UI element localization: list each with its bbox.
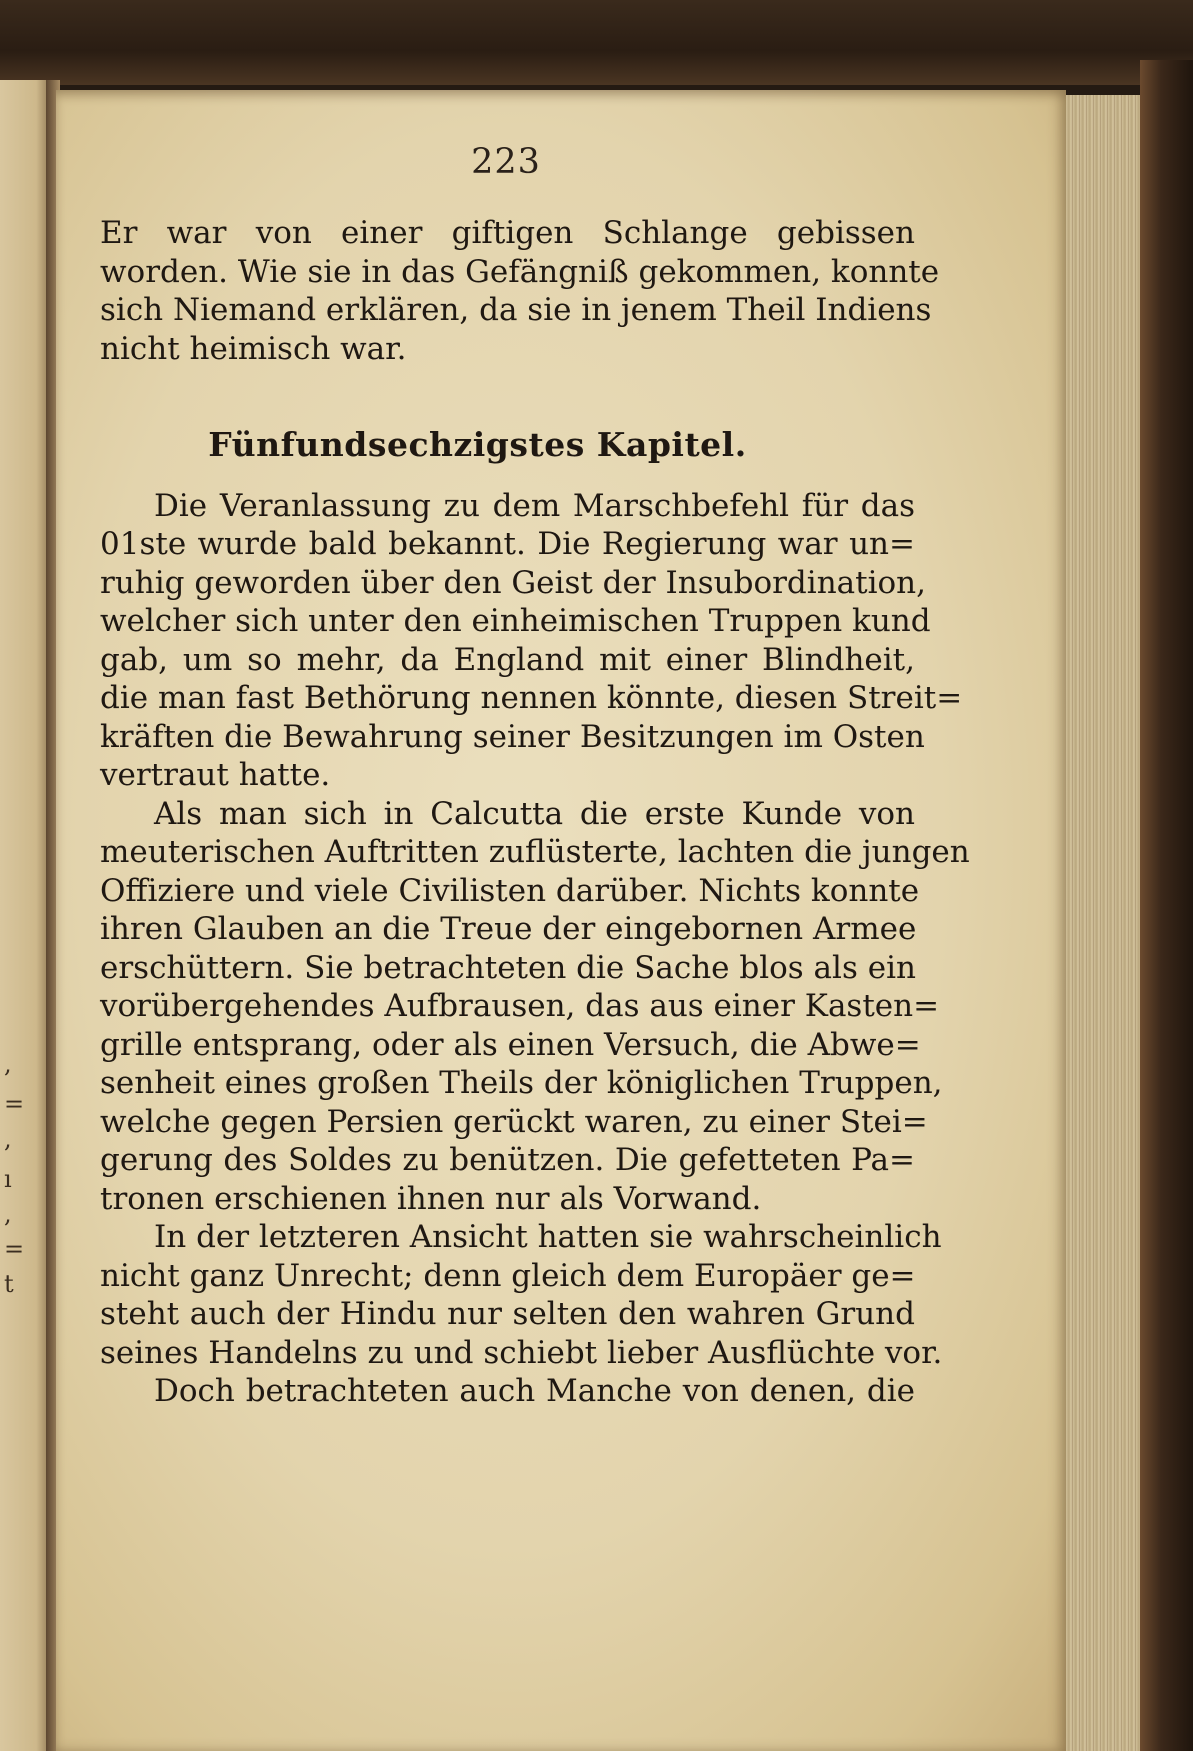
text-line: welche gegen Persien gerückt waren, zu einer Stei= bbox=[100, 1103, 928, 1140]
text-line: steht auch der Hindu nur selten den wahren Grund bbox=[100, 1296, 915, 1332]
text-line: Doch betrachteten auch Manche von denen, die bbox=[154, 1373, 915, 1409]
margin-mark: t bbox=[4, 1270, 14, 1298]
margin-mark: = bbox=[4, 1235, 25, 1263]
previous-page-marks bbox=[0, 80, 52, 1751]
text-line: kräften die Bewahrung seiner Besitzungen im Osten bbox=[100, 718, 925, 755]
margin-mark: , bbox=[4, 1050, 12, 1078]
margin-mark: , bbox=[4, 1200, 12, 1228]
text-line: vorübergehendes Aufbrausen, das aus einer Kasten= bbox=[100, 988, 940, 1024]
paragraph bbox=[100, 1218, 943, 1372]
book-cover-right bbox=[1140, 60, 1193, 1751]
text-line: die man fast Bethörung nennen könnte, diesen Streit= bbox=[100, 680, 963, 716]
page-number: 223 bbox=[471, 142, 541, 182]
margin-mark: = bbox=[4, 1090, 25, 1118]
text-line: 01ste wurde bald bekannt. Die Regierung war un= bbox=[100, 526, 915, 562]
page-text bbox=[100, 214, 970, 1411]
margin-mark: ı bbox=[4, 1165, 12, 1193]
text-line: gab, um so mehr, da England mit einer Blindheit, bbox=[100, 641, 915, 678]
text-line: vertraut hatte. bbox=[100, 757, 331, 793]
previous-page-edge bbox=[0, 80, 52, 1751]
text-line: Als man sich in Calcutta die erste Kunde von bbox=[154, 795, 915, 832]
text-line: ruhig geworden über den Geist der Insubordination, bbox=[100, 564, 926, 601]
text-line: erschüttern. Sie betrachteten die Sache blos als ein bbox=[100, 949, 916, 986]
chapter-heading: Fünfundsechzigstes Kapitel. bbox=[208, 425, 747, 464]
text-line: worden. Wie sie in das Gefängniß gekommen, konnte bbox=[100, 253, 940, 290]
page-edges bbox=[1066, 95, 1146, 1751]
paragraph bbox=[100, 487, 963, 795]
paragraph bbox=[100, 795, 970, 1219]
text-line: nicht heimisch war. bbox=[100, 330, 407, 367]
text-line: seines Handelns zu und schiebt lieber Ausflüchte vor. bbox=[100, 1334, 943, 1371]
paragraph bbox=[100, 1372, 915, 1411]
text-line: Offiziere und viele Civilisten darüber. Nichts konnte bbox=[100, 872, 920, 909]
text-line: grille entsprang, oder als einen Versuch, die Abwe= bbox=[100, 1026, 921, 1063]
text-line: nicht ganz Unrecht; denn gleich dem Europäer ge= bbox=[100, 1257, 916, 1294]
text-line: Er war von einer giftigen Schlange gebissen bbox=[100, 215, 915, 251]
text-line: meuterischen Auftritten zuflüsterte, lachten die jungen bbox=[100, 834, 970, 870]
text-line: sich Niemand erklären, da sie in jenem Theil Indiens bbox=[100, 292, 932, 328]
opening-paragraph bbox=[100, 214, 940, 368]
text-line: ihren Glauben an die Treue der eingebornen Armee bbox=[100, 911, 917, 947]
margin-mark: , bbox=[4, 1125, 12, 1153]
book-cover-top bbox=[0, 0, 1193, 85]
text-line: welcher sich unter den einheimischen Truppen kund bbox=[100, 603, 931, 639]
text-line: senheit eines großen Theils der königlichen Truppen, bbox=[100, 1065, 943, 1101]
text-line: Die Veranlassung zu dem Marschbefehl für das bbox=[154, 487, 915, 524]
text-line: tronen erschienen ihnen nur als Vorwand. bbox=[100, 1180, 762, 1217]
text-line: In der letzteren Ansicht hatten sie wahrscheinlich bbox=[154, 1219, 942, 1255]
text-line: gerung des Soldes zu benützen. Die gefetteten Pa= bbox=[100, 1142, 915, 1178]
